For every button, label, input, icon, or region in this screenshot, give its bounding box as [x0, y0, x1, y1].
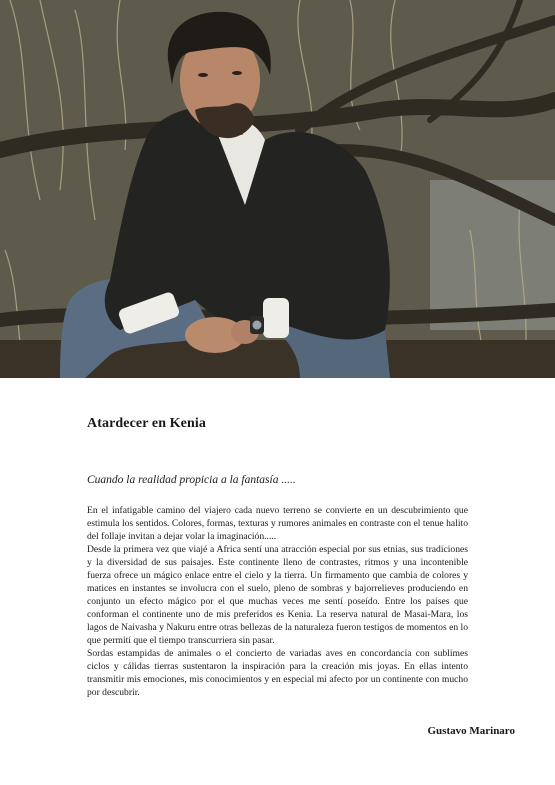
article-title: Atardecer en Kenia — [87, 416, 206, 431]
portrait-photo — [0, 0, 555, 378]
paragraph: En el infatigable camino del viajero cada nuevo terreno se convierte en un descubrimiento que estimula los sentidos. Colores, formas, texturas y rumores animales en contraste con el tenue halito del follaje invitan a dejar volar la imaginación..... — [87, 505, 468, 542]
author-signature: Gustavo Marinaro — [427, 725, 515, 737]
paragraph: Desde la primera vez que viajé a Africa sentí una atracción especial por sus etnias, sus tradiciones y la diversidad de sus paisajes. Este continente lleno de contrastes, ritmos y una incontenible fuerza ofrece un mágico enlace entre el cielo y la tierra. Un firmamento que cambia de colores y matices en instantes se involucra con el suelo, pleno de sombras y bajorrelieves produciendo en conjunto un efecto mágico por el que muchas veces me sentí poseído. Entre los países que conforman el continente uno de mis preferidos es Kenia. La reserva natural de Masai-Mara, los lagos de Naivasha y Nakuru entre otras bellezas de la naturaleza fueron testigos de momentos en lo que permití que el tiempo transcurriera sin pasar. — [87, 544, 468, 646]
article-subtitle: Cuando la realidad propicia a la fantasía ..... — [87, 474, 296, 486]
article-body — [87, 504, 468, 699]
paragraph: Sordas estampidas de animales o el concierto de variadas aves en concordancia con sublimes ciclos y cálidas tierras sustentaron la inspiración para la creación mis joyas. En ellas intento transmitir mis emociones, mis conocimientos y en especial mi afecto por un continente con mucho por descubrir. — [87, 648, 468, 698]
photo-illustration — [0, 0, 555, 378]
